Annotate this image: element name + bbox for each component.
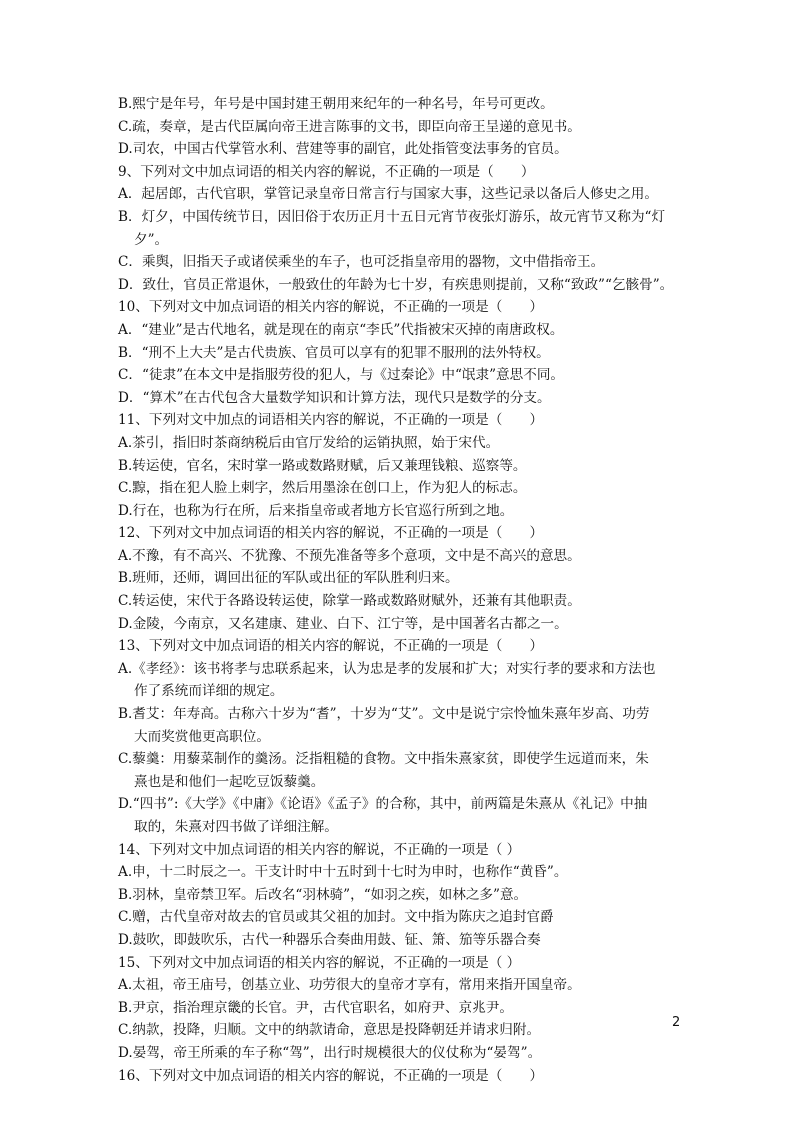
text-line: 14、下列对文中加点词语的相关内容的解说，不正确的一项是（ ）	[118, 841, 521, 858]
text-line: C.转运使，宋代于各路设转运使，除掌一路或数路财赋外，还兼有其他职责。	[118, 593, 581, 610]
text-line: D.晏驾，帝王所乘的车子称“驾”，出行时规模很大的仪仗称为“晏驾”。	[118, 1044, 542, 1061]
text-line: 13、下列对文中加点词语的相关内容的解说，不正确的一项是（ ）	[118, 638, 544, 655]
text-line: A.太祖，帝王庙号，创基立业、功劳很大的皇帝才享有，常用来指开国皇帝。	[118, 977, 581, 994]
text-line: A.申，十二时辰之一。干支计时中十五时到十七时为申时，也称作“黄昏”。	[118, 864, 568, 881]
text-line: 作了系统而详细的规定。	[134, 683, 284, 700]
text-line: 12、下列对文中加点词语的相关内容的解说，不正确的一项是（ ）	[118, 525, 544, 542]
text-line: B.耆艾：年寿高。古称六十岁为“耆”，十岁为“艾”。文中是说宁宗怜恤朱熹年岁高、功劳	[118, 706, 650, 723]
text-line: A．起居郎，古代官职，掌管记录皇帝日常言行与国家大事，这些记录以备后人修史之用。	[118, 186, 658, 203]
page-number: 2	[672, 1015, 681, 1030]
text-line: D.司农，中国古代掌管水利、营建等事的副官，此处指管变法事务的官员。	[118, 141, 568, 158]
text-line: A.不豫，有不高兴、不犹豫、不预先准备等多个意项，文中是不高兴的意思。	[118, 547, 581, 564]
text-line: C.黥，指在犯人脸上刺字，然后用墨涂在创口上，作为犯人的标志。	[118, 480, 527, 497]
text-line: D.鼓吹，即鼓吹乐，古代一种器乐合奏曲用鼓、钲、箫、笳等乐器合奏	[118, 931, 541, 948]
text-line: B.尹京，指治理京畿的长官。尹，古代官职名，如府尹、京兆尹。	[118, 999, 513, 1016]
text-line: B.熙宁是年号，年号是中国封建王朝用来纪年的一种名号，年号可更改。	[118, 96, 554, 112]
text-line: A．“建业”是古代地名，就是现在的南京“李氏”代指被宋灭掉的南唐政权。	[118, 321, 564, 338]
text-line: D．致仕，官员正常退休，一般致仕的年龄为七十岁，有疾患则提前，又称“致政”“乞骸骨”。	[118, 276, 674, 293]
text-line: D.金陵，今南京，又名建康、建业、白下、江宁等，是中国著名古都之一。	[118, 615, 568, 632]
document-body	[118, 93, 690, 1087]
text-line: 熹也是和他们一起吃豆饭藜羹。	[134, 773, 325, 790]
text-line: C．“徒隶”在本文中是指服劳役的犯人，与《过秦论》中“氓隶”意思不同。	[118, 367, 565, 384]
text-line: D.行在，也称为行在所，后来指皇帝或者地方长官巡行所到之地。	[118, 502, 514, 519]
text-line: 15、下列对文中加点词语的相关内容的解说，不正确的一项是（ ）	[118, 954, 521, 971]
text-line: 夕”。	[134, 231, 169, 248]
text-line: C.疏，奏章，是古代臣属向帝王进言陈事的文书，即臣向帝王呈递的意见书。	[118, 118, 581, 135]
text-line: B．灯夕，中国传统节日，因旧俗于农历正月十五日元宵节夜张灯游乐，故元宵节又称为“灯	[118, 208, 666, 225]
text-line: 16、下列对文中加点词语的相关内容的解说，不正确的一项是（ ）	[118, 1067, 544, 1084]
text-line: B.羽林，皇帝禁卫军。后改名“羽林骑”，“如羽之疾，如林之多”意。	[118, 886, 528, 903]
text-line: C．乘舆，旧指天子或诸侯乘坐的车子，也可泛指皇帝用的器物，文中借指帝王。	[118, 254, 605, 271]
text-line: 9、下列对文中加点词语的相关内容的解说，不正确的一项是（ ）	[118, 163, 535, 180]
text-line: C.赠，古代皇帝对故去的官员或其父祖的加封。文中指为陈庆之追封官爵	[118, 909, 554, 926]
text-line: A.茶引，指旧时茶商纳税后由官厅发给的运销执照，始于宋代。	[118, 434, 500, 451]
text-line: B．“刑不上大夫”是古代贵族、官员可以享有的犯罪不服刑的法外特权。	[118, 344, 550, 361]
text-line: D．“算术”在古代包含大量数学知识和计算方法，现代只是数学的分支。	[118, 389, 551, 406]
text-line: 大而奖赏他更高职位。	[134, 728, 270, 745]
text-line: A.《孝经》：该书将孝与忠联系起来，认为忠是孝的发展和扩大；对实行孝的要求和方法也	[118, 660, 656, 677]
text-line: B.转运使，官名，宋时掌一路或数路财赋，后又兼理钱粮、巡察等。	[118, 457, 527, 474]
text-line: C.纳款，投降，归顺。文中的纳款请命，意思是投降朝廷并请求归附。	[118, 1022, 541, 1039]
text-line: D.“四书”:《大学》《中庸》《论语》《孟子》的合称，其中，前两篇是朱熹从《礼记》中抽	[118, 796, 648, 813]
text-line: 取的，朱熹对四书做了详细注解。	[134, 819, 338, 835]
text-line: B.班师，还师，调回出征的军队或出征的军队胜利归来。	[118, 570, 459, 587]
text-line: 11、下列对文中加点的词语相关内容的解说，不正确的一项是（ ）	[118, 412, 544, 429]
text-line: C.藜羹：用藜菜制作的羹汤。泛指粗糙的食物。文中指朱熹家贫，即使学生远道而来，朱	[118, 751, 649, 768]
text-line: 10、下列对文中加点词语的相关内容的解说，不正确的一项是（ ）	[118, 299, 544, 316]
